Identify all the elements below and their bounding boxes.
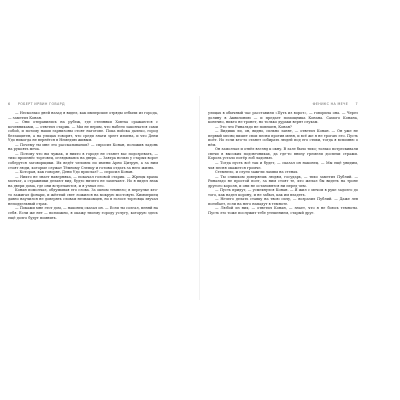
paragraph: — Покажи мне этот дом, — наконец сказал он. — Если ты солгал, пеняй на себя. Если же нет — возможно, я окажу твоему городу услугу, которую здесь ещё долго будут помнить. — [8, 206, 158, 220]
left-page-text — [8, 111, 158, 220]
paragraph: — Любой из них, — ответил Конан, — знает, что я не боюсь темноты. Пусть это тоже послужит тебе утешением, старый друг. — [208, 206, 358, 216]
paragraph: — Они отправились на рубеж, где степняки Ховтха сражаются с кочевниками, — ответил старик. — Мы не верим, что набеги закончатся сами собой, и потому наши гарнизоны стоят наготове. Пока войска далеко, город беззащитен, а на улицах говорят, что среди знати зреет измена, и что Дени Удо никогда не вернётся в Немедию живым. — [8, 120, 158, 143]
paragraph: — Тогда пусть всё так и будет, — сказал он наконец. — Мы ещё увидим, чья песня окажется громче. — [208, 161, 358, 170]
paragraph: — Пусть придут, — усмехнулся Конан. — Я жил с мечом в руке задолго до того, как надел корону, и не забыл, как им владеть. — [208, 188, 358, 197]
gutter-divider — [199, 96, 200, 300]
left-page-number: 6 — [8, 101, 11, 106]
left-running-head-title: РОБЕРТ ИРВИН ГОВАРД — [17, 101, 65, 106]
right-page — [208, 100, 358, 296]
paragraph: — Которая, как говорят, Дени Удо прислал? — спросил Конан. — [15, 170, 134, 175]
right-page-number: 7 — [355, 101, 358, 106]
right-running-head-title: ФЕНИКС НА МЕЧЕ — [312, 101, 349, 106]
paragraph: — Никто не знает наверняка, — покачал головой старик. — Жрецы храма молчат, а стражники делают вид, будто ничего не замечают. Но я видел знак на двери дома, где они встречаются, и я узнал его. — [8, 174, 158, 188]
right-running-head — [208, 100, 358, 107]
left-running-head — [8, 100, 158, 107]
paragraph: Он замолчал и отвёл взгляд к окну. В зале было тихо; только потрескивали свечи в высоких подсвечниках, да где-то внизу гремели доспехи стражи. Король устало потёр лоб ладонью. — [208, 147, 358, 161]
paragraph: — Нечего делать ставку на твою силу, — возразил Публий. — Даже лев погибает, если на него нападут в темноте. — [208, 197, 358, 206]
left-page — [8, 100, 158, 296]
paragraph: — Видишь ли, он, видно, сильно занят, — ответил Конан. — Он уже не первый месяц пишет свои песни против меня, и всё же я не трогаю его. Пусть поёт. Но если кто-то станет собирать людей под его стихи, тогда я вспомню о нём. — [208, 129, 358, 147]
paragraph: — Почему ты мне это рассказываешь? — спросил Конан, положив ладонь на рукоять меча. — [8, 142, 158, 152]
paragraph: — Это что Ринальдо не повешен, Конан? — [215, 124, 292, 129]
paragraph: улицах в обычный час расставили «Путь из ворот», — говорила она. — Через долину в Аквилонию — и предает помощника Конана. Самого Конана, конечно, никто не тронет, но только дураки верят слухам. — [208, 111, 358, 125]
right-page-text — [208, 111, 358, 216]
paragraph: — Ты слишком доверяешь людям, государь, — тихо заметил Публий. — Ринальдо не простой поэт, за ним стоят те, кто желал бы видеть на троне другого короля, и они не остановятся ни перед чем. — [208, 174, 358, 188]
paragraph: Стемнело, и слуги зажгли лампы на стенах. — [215, 170, 299, 175]
paragraph: Конан помолчал, обдумывая его слова. За окном темнело; в переулке кто-то зажигал фонари, и жёлтый свет ложился на мокрую мостовую. Киммериец давно научился не доверять словам незнакомцев, но в голосе торговца звучал неподдельный страх. — [8, 188, 158, 206]
paragraph: — Потому что вы чужак, и никто в городе не станет вас подозревать, — тихо произнёс торговец, оглядываясь на дверь. — Завтра ночью у старых ворот соберутся заговорщики. Их ведёт человек по имени Арно Цитрун, а за ним стоят люди, которые служат Тёмному Слепцу и готовы отдать за него жизнь. — [8, 151, 158, 170]
paragraph: — Несколько дней назад я видел, как имперские отряды отбыли из города, — заметил Конан. — [8, 111, 158, 120]
